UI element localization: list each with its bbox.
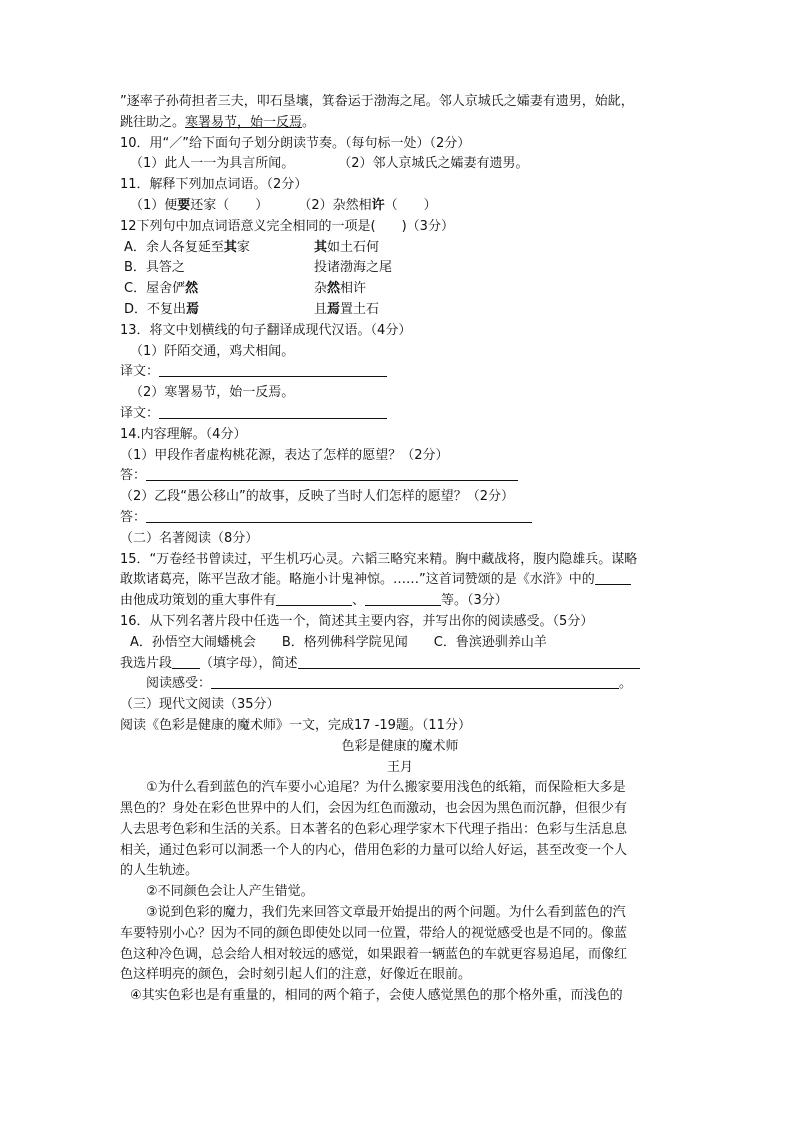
question-10-items	[120, 154, 680, 175]
question-10-item-2: （2）邻人京城氏之孀妻有遗男。	[338, 156, 529, 172]
question-16-feeling	[120, 674, 680, 695]
paragraph-3-line: 色这种冷色调，总会给人相对较远的感觉，如果跟着一辆蓝色的车就更容易追尾，而像红	[120, 946, 628, 962]
answer-blank[interactable]	[365, 591, 441, 606]
dotted-word: 其	[314, 239, 328, 255]
text-span: 置土石	[340, 301, 380, 317]
paragraph-3-line: 色这样明亮的颜色，会时刻引起人们的注意，好像近在眼前。	[120, 967, 472, 983]
answer-blank[interactable]	[298, 654, 640, 669]
translation-label: 译文：	[120, 405, 160, 421]
text-span: 敢欺诸葛亮，陈平岂敌才能。略施小计鬼神惊。……”这首词赞颂的是《水浒》中的	[120, 572, 595, 588]
question-14-item-2: （2）乙段“愚公移山”的故事，反映了当时人们怎样的愿望？（2分）	[120, 489, 515, 505]
section-3-heading: （三）现代文阅读（35分）	[120, 697, 280, 713]
question-11-items	[120, 196, 680, 217]
question-12: 12下列句中加点词语意义完全相同的一项是( )（3分）	[120, 218, 454, 234]
text-span: （ ）	[384, 197, 437, 213]
question-11: 11．解释下列加点词语。（2分）	[120, 177, 308, 193]
translation-line-1	[120, 362, 680, 383]
paragraph-1-line: 黑色的？身处在彩色世界中的人们，会因为红色而激动，也会因为黑色而沉静，但很少有	[120, 801, 628, 817]
question-10-item-1: （1）此人一一为具言所闻。	[130, 156, 295, 172]
text-span: （2）杂然相	[298, 197, 372, 213]
text-span: 相许	[340, 281, 367, 297]
section-2-heading: （二）名著阅读（8分）	[120, 530, 259, 546]
paragraph-1-line: ①为什么看到蓝色的汽车要小心追尾？为什么搬家要用浅色的纸箱，而保险柜大多是	[146, 780, 626, 796]
question-13-item-2: （2）寒署易节，始一反焉。	[130, 385, 295, 401]
paragraph-2: ②不同颜色会让人产生错觉。	[146, 884, 314, 900]
question-10: 10．用“／”给下面句子划分朗读节奏。（每句标一处）（2分）	[120, 135, 471, 151]
answer-label: 答：	[120, 468, 147, 484]
dotted-word: 许	[371, 197, 385, 213]
translation-label: 译文：	[120, 364, 160, 380]
option-right	[314, 238, 379, 259]
question-16-options: A．孙悟空大闹蟠桃会 B．格列佛科学院见闻 C．鲁滨逊驯养山羊	[130, 634, 547, 650]
dotted-word: 焉	[327, 301, 341, 317]
text-span: 、	[352, 593, 366, 609]
answer-label: 答：	[120, 509, 147, 525]
text-span: 由他成功策划的重大事件有	[120, 593, 277, 609]
option-left	[120, 279, 314, 300]
answer-blank[interactable]	[276, 591, 352, 606]
question-14: 14.内容理解。（4分）	[120, 426, 247, 442]
reading-intro: 阅读《色彩是健康的魔术师》一文，完成17 -19题。（11分）	[120, 717, 471, 733]
text-span: 阅读感受：	[146, 676, 212, 692]
question-16-select	[120, 654, 680, 675]
question-15-line-3	[120, 591, 680, 612]
dotted-word: 其	[223, 239, 237, 255]
paragraph-3-line: 车要特别小心？因为不同的颜色即使处以同一位置，带给人的视觉感受也是不同的。像蓝	[120, 925, 628, 941]
option-right: 投诸渤海之尾	[314, 260, 393, 276]
question-15-line-1: 15．“万卷经书曾读过，平生机巧心灵。六韬三略究来精。胸中藏战将，腹内隐雄兵。谋略	[120, 551, 638, 567]
underlined-sentence: 寒署易节，始一反焉	[185, 114, 303, 130]
answer-line-2	[120, 508, 680, 529]
dotted-word: 焉	[186, 301, 200, 317]
text-span: C．屋舍俨	[124, 281, 186, 297]
question-12-option-d	[120, 300, 680, 321]
text-span: 。	[302, 114, 316, 130]
answer-line-1	[120, 466, 680, 487]
dotted-word: 要	[177, 197, 191, 213]
question-15-line-2	[120, 570, 680, 591]
question-16: 16．从下列名著片段中任选一个，简述其主要内容，并写出你的阅读感受。（5分）	[120, 613, 594, 629]
text-span: 。	[619, 676, 633, 692]
translation-line-2	[120, 404, 680, 425]
option-left	[120, 300, 314, 321]
text-span: 等。（3分）	[441, 593, 508, 609]
text-span: D．不复出	[124, 301, 187, 317]
answer-blank[interactable]	[159, 404, 387, 419]
paragraph-4-line: ④其实色彩也是有重量的，相同的两个箱子，会使人感觉黑色的那个格外重，而浅色的	[130, 988, 623, 1004]
text-line	[120, 113, 680, 134]
question-13: 13．将文中划横线的句子翻译成现代汉语。（4分）	[120, 322, 412, 338]
text-span: 杂	[314, 281, 328, 297]
article-title: 色彩是健康的魔术师	[341, 738, 459, 754]
answer-blank[interactable]	[211, 674, 619, 689]
answer-blank[interactable]	[159, 362, 387, 377]
option-right	[314, 279, 366, 300]
text-span: （填字母），简述	[200, 655, 298, 671]
option-left	[120, 238, 314, 259]
text-span: 家	[236, 239, 250, 255]
article-author: 王月	[386, 759, 413, 775]
paragraph-3-line: ③说到色彩的魔力，我们先来回答文章最开始提出的两个问题。为什么看到蓝色的汽	[146, 905, 626, 921]
question-12-option-a	[120, 238, 680, 259]
question-12-option-b	[120, 258, 680, 279]
dotted-word: 然	[185, 281, 199, 297]
paragraph-1-line: 相关，通过色彩可以洞悉一个人的内心，借用色彩的力量可以给人好运，甚至改变一个人	[120, 842, 628, 858]
option-right	[314, 300, 379, 321]
exam-page	[120, 92, 680, 1007]
question-13-item-1: （1）阡陌交通，鸡犬相闻。	[130, 343, 295, 359]
question-12-option-c	[120, 279, 680, 300]
answer-blank[interactable]	[595, 570, 631, 585]
text-span: 如土石何	[327, 239, 380, 255]
paragraph-1-line: 的人生轨迹。	[120, 863, 199, 879]
paragraph-1-line: 人去思考色彩和生活的关系。日本著名的色彩心理学家木下代理子指出：色彩与生活息息	[120, 821, 628, 837]
answer-blank[interactable]	[146, 466, 518, 481]
text-span: （1）便	[130, 197, 178, 213]
text-span: 还家（ ）	[190, 197, 269, 213]
text-span: A．余人各复延至	[124, 239, 224, 255]
dotted-word: 然	[327, 281, 341, 297]
option-left: B．具答之	[124, 260, 185, 276]
answer-blank[interactable]	[172, 654, 200, 669]
answer-blank[interactable]	[146, 508, 532, 523]
question-14-item-1: （1）甲段作者虚构桃花源，表达了怎样的愿望？（2分）	[120, 447, 449, 463]
text-span: 跳往助之。	[120, 114, 186, 130]
text-span: 我选片段	[120, 655, 173, 671]
text-span: 且	[314, 301, 328, 317]
text-line: ”逐率子孙荷担者三夫，叩石垦壤，箕畚运于渤海之尾。邻人京城氏之孀妻有遗男，始龀，	[120, 94, 634, 109]
